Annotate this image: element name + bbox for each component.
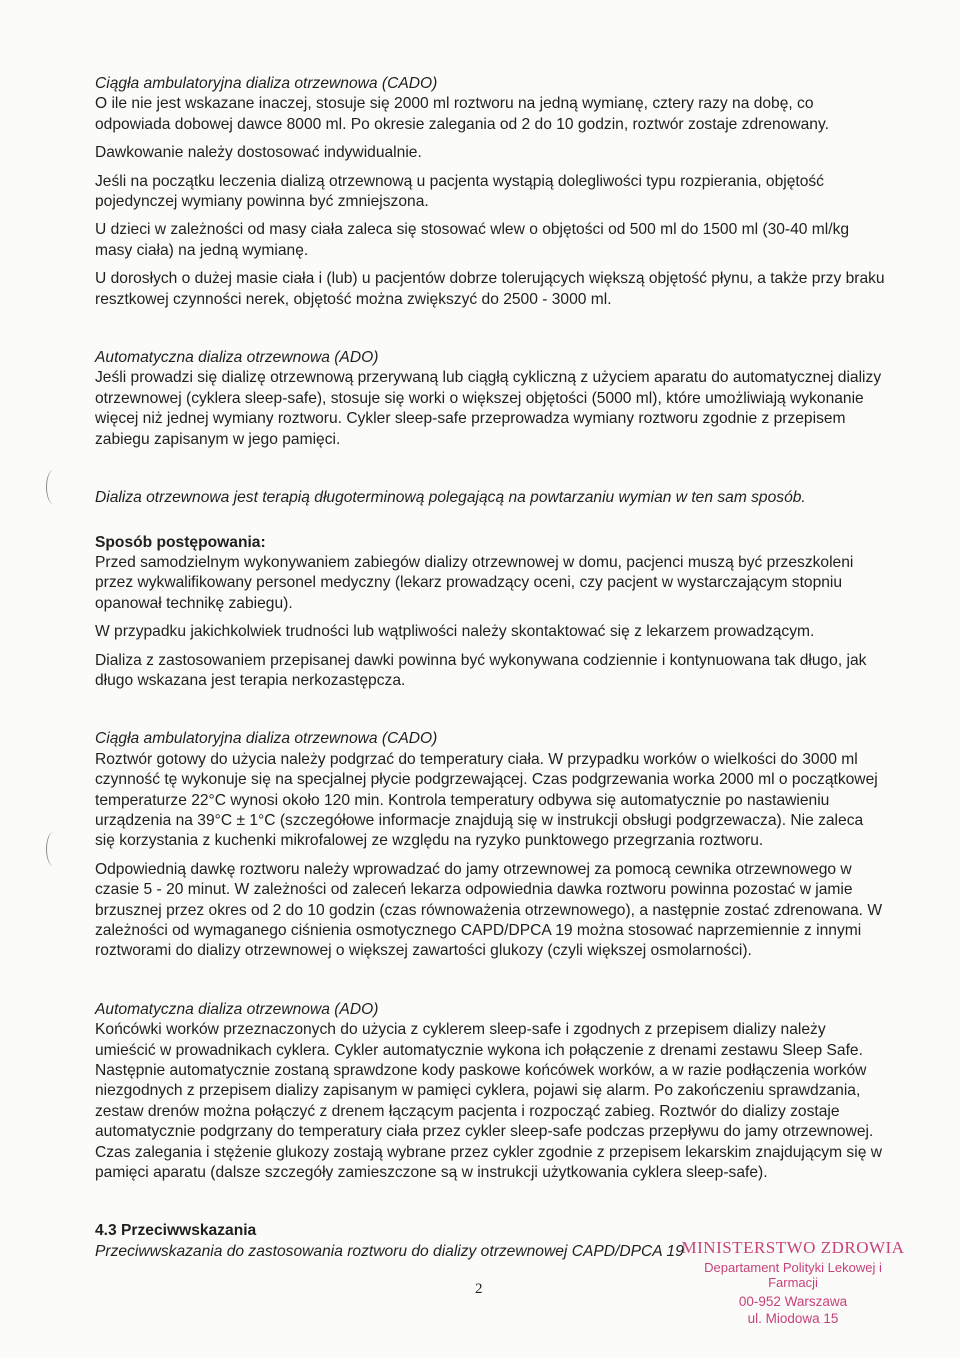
paragraph: Końcówki worków przeznaczonych do użycia z cyklerem sleep-safe i zgodnych z przepisem dializy należy umieścić w prowadnikach cyklera. Cykler automatycznie wykona ich połączenie z drenami zestawu Sleep Safe. Następnie automatycznie zostaną sprawdzone kody paskowe końcówek worków, a w razie podłączenia worków niezgodnych z przepisem dializy zapisanym w pamięci cyklera, pojawi się alarm. Po zakończeniu sprawdzania, zestaw drenów można połączyć z drenem łączącym pacjenta i rozpocząć zabieg. Roztwór do dializy zostaje automatycznie podgrzany do temperatury ciała przez cykler sleep-safe podczas przepływu do jamy otrzewnowej. Czas zalegania i stężenie glukozy zostają wybrane przez cykler zgodnie z przepisem lekarskim znajdującym się w pamięci aparatu (dalsze szczegóły zamieszczone są w instrukcji użytkowania cyklera sleep-safe). — [95, 1021, 882, 1182]
paragraph-spacer — [95, 164, 885, 172]
paragraph: U dorosłych o dużej masie ciała i (lub) u pacjentów dobrze tolerujących większą objętość płynu, a także przy braku resztkowej czynności nerek, objętość można zwiększyć do 2500 - 3000 ml. — [95, 270, 885, 308]
section-spacer — [95, 509, 885, 533]
punch-hole-mark — [46, 470, 61, 504]
stamp-line-3: 00-952 Warszawa — [738, 1294, 848, 1309]
section-heading-italic: Dializa otrzewnowa jest terapią długoterminową polegającą na powtarzaniu wymian w ten sam sposób. — [95, 489, 806, 507]
paragraph: Dawkowanie należy dostosować indywidualnie. — [95, 144, 422, 162]
section-heading-italic: Przeciwwskazania do zastosowania roztworu do dializy otrzewnowej CAPD/DPCA 19 — [95, 1242, 684, 1260]
paragraph-spacer — [95, 212, 885, 220]
paragraph: Odpowiednią dawkę roztworu należy wprowadzać do jamy otrzewnowej za pomocą cewnika otrzewnowego w czasie 5 - 20 minut. W zależności od zaleceń lekarza odpowiednia dawka roztworu powinna pozostać w jamie brzusznej przez okres od 2 do 10 godzin (czas równoważenia otrzewnowego), a następnie zostać zdrenowana. W zależności od wymaganego ciśnienia osmotycznego CAPD/DPCA 19 można stosować naprzemiennie z innymi roztworami do dializy otrzewnowej o większej zawartości glukozy (czyli większej osmolarności). — [95, 860, 883, 960]
page-number: 2 — [475, 1281, 483, 1297]
paragraph-spacer — [95, 135, 885, 143]
section-heading-italic: Automatyczna dializa otrzewnowa (ADO) — [95, 1000, 379, 1018]
section-spacer — [95, 691, 885, 729]
paragraph-spacer — [95, 614, 885, 622]
paragraph: U dzieci w zależności od masy ciała zaleca się stosować wlew o objętości od 500 ml do 1500 ml (30-40 ml/kg masy ciała) na jedną wymianę. — [95, 221, 850, 259]
paragraph: Dializa z zastosowaniem przepisanej dawki powinna być wykonywana codziennie i kontynuowana tak długo, jak długo wskazana jest terapia nerkozastępcza. — [95, 651, 867, 689]
ministry-stamp — [678, 1238, 908, 1326]
paragraph: Jeśli prowadzi się dializę otrzewnową przerywaną lub ciągłą cykliczną z użyciem aparatu do automatycznej dializy otrzewnowej (cyklera sleep-safe), stosuje się worki o większej objętości (5000 ml), które umożliwiają wykonanie więcej niż jednej wymiany roztworu. Cykler sleep-safe przeprowadza wymiany roztworu zgodnie z przepisem zabiegu zapisanym w jego pamięci. — [95, 369, 882, 448]
paragraph: Roztwór gotowy do użycia należy podgrzać do temperatury ciała. W przypadku worków o wielkości do 3000 ml czynność tę wykonuje się na specjalnej płycie podgrzewającej. Czas podgrzewania worka 2000 ml o początkowej temperaturze 22°C wynosi około 120 min. Kontrola temperatury odbywa się automatycznie po nastawieniu urządzenia na 39°C ± 1°C (szczegółowe informacje znajdują się w instrukcji obsługi podgrzewacza). Nie zaleca się korzystania z kuchenki mikrofalowej ze względu na ryzyko punktowego przegrzania roztworu. — [95, 750, 878, 850]
section-heading-italic: Ciągła ambulatoryjna dializa otrzewnowa (CADO) — [95, 730, 438, 748]
section-heading-italic: Automatyczna dializa otrzewnowa (ADO) — [95, 349, 379, 367]
document-body — [95, 74, 885, 1262]
paragraph: O ile nie jest wskazane inaczej, stosuje się 2000 ml roztworu na jedną wymianę, cztery razy na dobę, co odpowiada dobowej dawce 8000 ml. Po okresie zalegania od 2 do 10 godzin, roztwór zostaje zdrenowany. — [95, 95, 829, 133]
stamp-line-2: Departament Polityki Lekowej i Farmacji — [704, 1260, 882, 1290]
section-spacer — [95, 450, 885, 488]
paragraph-spacer — [95, 261, 885, 269]
stamp-line-1: MINISTERSTWO ZDROWIA — [681, 1238, 905, 1257]
paragraph-spacer — [95, 852, 885, 860]
section-heading: Sposób postępowania: — [95, 533, 266, 551]
stamp-line-4: ul. Miodowa 15 — [747, 1311, 839, 1326]
paragraph-spacer — [95, 643, 885, 651]
punch-hole-mark — [46, 832, 61, 866]
paragraph: Jeśli na początku leczenia dializą otrzewnową u pacjenta wystąpią dolegliwości typu rozpierania, objętość pojedynczej wymiany powinna być zmniejszona. — [95, 172, 824, 211]
section-spacer — [95, 310, 885, 348]
section-spacer — [95, 1183, 885, 1221]
section-heading-italic: Ciągła ambulatoryjna dializa otrzewnowa (CADO) — [95, 75, 438, 92]
paragraph: W przypadku jakichkolwiek trudności lub wątpliwości należy skontaktować się z lekarzem prowadzącym. — [95, 623, 815, 641]
paragraph: Przed samodzielnym wykonywaniem zabiegów dializy otrzewnowej w domu, pacjenci muszą być przeszkoleni przez wykwalifikowany personel medyczny (lekarz prowadzący oceni, czy pacjent w wystarczającym stopniu opanował technikę zabiegu). — [95, 553, 854, 612]
numbered-section-heading: 4.3 Przeciwwskazania — [95, 1222, 257, 1240]
section-spacer — [95, 962, 885, 1000]
